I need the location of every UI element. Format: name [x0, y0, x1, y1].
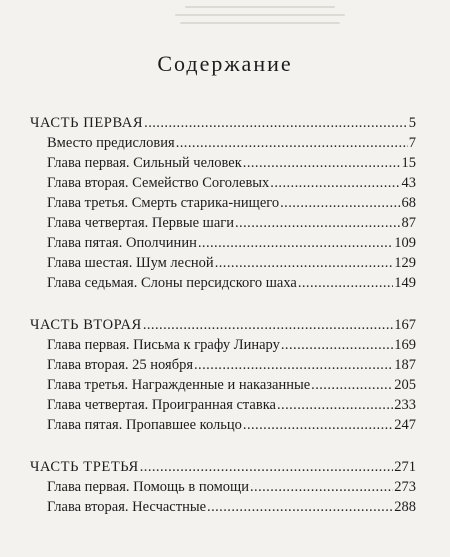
part-section — [30, 113, 416, 293]
toc-chapter-entry[interactable] — [30, 233, 416, 253]
part-label: ЧАСТЬ ТРЕТЬЯ — [30, 459, 139, 475]
chapter-label: Глава пятая. Ополчинин — [47, 235, 197, 251]
leader-dots — [280, 193, 400, 213]
page-number: 187 — [394, 357, 416, 373]
chapter-label: Глава шестая. Шум лесной — [47, 255, 214, 271]
part-label: ЧАСТЬ ВТОРАЯ — [30, 317, 142, 333]
leader-dots — [144, 113, 408, 133]
leader-dots — [298, 273, 393, 293]
leader-dots — [194, 355, 393, 375]
page-number: 109 — [394, 235, 416, 251]
page-number: 247 — [394, 417, 416, 433]
toc-chapter-entry[interactable] — [30, 335, 416, 355]
part-section — [30, 457, 416, 517]
chapter-label: Вместо предисловия — [47, 135, 175, 151]
leader-dots — [235, 213, 401, 233]
chapter-label: Глава первая. Письма к графу Линару — [47, 337, 280, 353]
page-number: 288 — [394, 499, 416, 515]
chapter-label: Глава пятая. Пропавшее кольцо — [47, 417, 242, 433]
toc-chapter-entry[interactable] — [30, 375, 416, 395]
chapter-label: Глава первая. Помощь в помощи — [47, 479, 249, 495]
page-number: 205 — [394, 377, 416, 393]
page-number: 167 — [394, 317, 416, 333]
chapter-label: Глава четвертая. Первые шаги — [47, 215, 234, 231]
page-number: 7 — [408, 135, 416, 151]
page-number: 149 — [394, 275, 416, 291]
page-number: 233 — [394, 397, 416, 413]
leader-dots — [143, 315, 393, 335]
chapter-label: Глава вторая. 25 ноября — [47, 357, 193, 373]
toc-chapter-entry[interactable] — [30, 497, 416, 517]
page-number: 15 — [401, 155, 416, 171]
leader-dots — [281, 335, 393, 355]
toc-chapter-entry[interactable] — [30, 133, 416, 153]
leader-dots — [215, 253, 394, 273]
page-number: 129 — [394, 255, 416, 271]
toc-chapter-entry[interactable] — [30, 273, 416, 293]
chapter-label: Глава третья. Награжденные и наказанные — [47, 377, 311, 393]
leader-dots — [207, 497, 393, 517]
toc-part-entry[interactable] — [30, 457, 416, 477]
leader-dots — [277, 395, 393, 415]
toc-chapter-entry[interactable] — [30, 193, 416, 213]
chapter-label: Глава первая. Сильный человек — [47, 155, 242, 171]
toc-chapter-entry[interactable] — [30, 415, 416, 435]
toc-part-entry[interactable] — [30, 315, 416, 335]
chapter-label: Глава вторая. Несчастные — [47, 499, 207, 515]
chapter-label: Глава вторая. Семейство Соголевых — [47, 175, 270, 191]
page-number: 68 — [401, 195, 416, 211]
toc-chapter-entry[interactable] — [30, 153, 416, 173]
toc-chapter-entry[interactable] — [30, 355, 416, 375]
part-section — [30, 315, 416, 435]
page-number: 87 — [401, 215, 416, 231]
page-title: Содержание — [157, 50, 293, 76]
previous-page-bleed-through — [0, 0, 450, 30]
chapter-label: Глава третья. Смерть старика-нищего — [47, 195, 280, 211]
toc-chapter-entry[interactable] — [30, 213, 416, 233]
page-number: 273 — [394, 479, 416, 495]
part-label: ЧАСТЬ ПЕРВАЯ — [30, 115, 144, 131]
leader-dots — [198, 233, 393, 253]
toc-chapter-entry[interactable] — [30, 395, 416, 415]
leader-dots — [250, 477, 393, 497]
leader-dots — [243, 153, 401, 173]
leader-dots — [311, 375, 393, 395]
table-of-contents — [30, 113, 416, 539]
page-number: 169 — [394, 337, 416, 353]
page-number: 5 — [408, 115, 416, 131]
toc-chapter-entry[interactable] — [30, 253, 416, 273]
toc-part-entry[interactable] — [30, 113, 416, 133]
page-number: 271 — [394, 459, 416, 475]
toc-chapter-entry[interactable] — [30, 173, 416, 193]
page-number: 43 — [401, 175, 416, 191]
leader-dots — [270, 173, 400, 193]
leader-dots — [243, 415, 393, 435]
chapter-label: Глава седьмая. Слоны персидского шаха — [47, 275, 297, 291]
leader-dots — [140, 457, 394, 477]
toc-chapter-entry[interactable] — [30, 477, 416, 497]
leader-dots — [176, 133, 408, 153]
chapter-label: Глава четвертая. Проигранная ставка — [47, 397, 276, 413]
